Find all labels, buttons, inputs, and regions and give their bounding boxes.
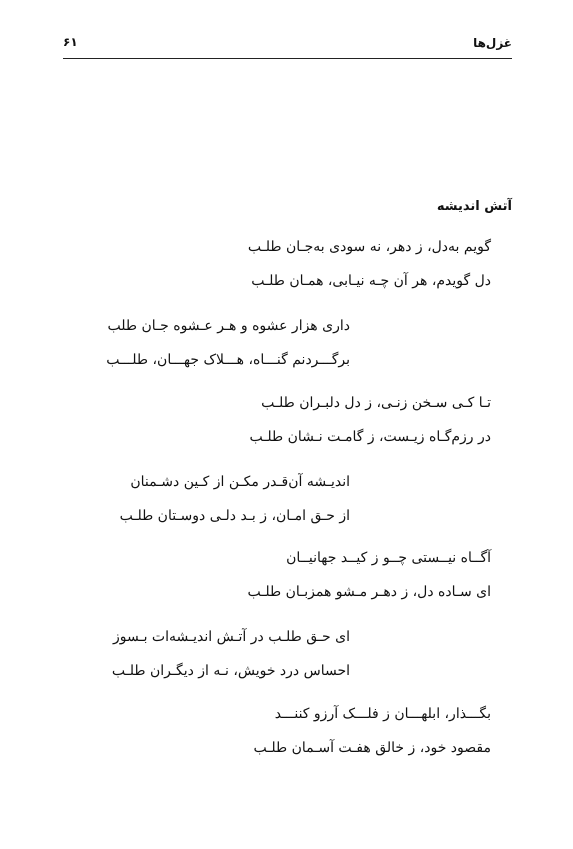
verse-line: آگــاه نیــستی چــو ز کیــد جهانیــان bbox=[286, 550, 491, 566]
page-header bbox=[63, 34, 512, 59]
verse-line: بگـــذار، ابلهـــان ز فلـــک آرزو کننـــد bbox=[274, 706, 491, 722]
verse-line: مقصود خود، ز خالق هفـت آسـمان طلـب bbox=[253, 740, 491, 756]
verse-line: اندیـشه آن‌قـدر مکـن از کـین دشـمنان bbox=[130, 474, 350, 490]
running-title: غزل‌ها bbox=[473, 36, 512, 50]
page-number: ۶۱ bbox=[63, 35, 78, 49]
verse-line: احساس درد خویش، نـه از دیگـران طلـب bbox=[111, 663, 350, 679]
verse-line: از حـق امـان، ز بـد دلـی دوسـتان طلـب bbox=[119, 508, 350, 524]
verse-line: داری هزار عشوه و هـر عـشوه جـان طلب bbox=[107, 318, 350, 334]
verse-line: ای حـق طلـب در آتـش اندیـشه‌ات بـسوز bbox=[112, 629, 350, 645]
poem-title: آتش اندیشه bbox=[436, 199, 512, 214]
verse-line: ای سـاده دل، ز دهـر مـشو همزبـان طلـب bbox=[247, 584, 491, 600]
verse-line: تـا کـی سـخن زنـی، ز دل دلبـران طلـب bbox=[261, 395, 491, 411]
verse-line: برگـــردنم گنـــاه، هـــلاک جهـــان، طلـــب bbox=[106, 352, 350, 368]
verse-line: گویم به‌دل، ز دهر، نه سودی به‌جـان طلـب bbox=[247, 239, 491, 255]
verse-line: دل گویدم، هر آن چـه نیـابی، همـان طلـب bbox=[251, 273, 491, 289]
verse-line: در رزم‌گـاه زیـست، ز گامـت نـشان طلـب bbox=[249, 429, 491, 445]
